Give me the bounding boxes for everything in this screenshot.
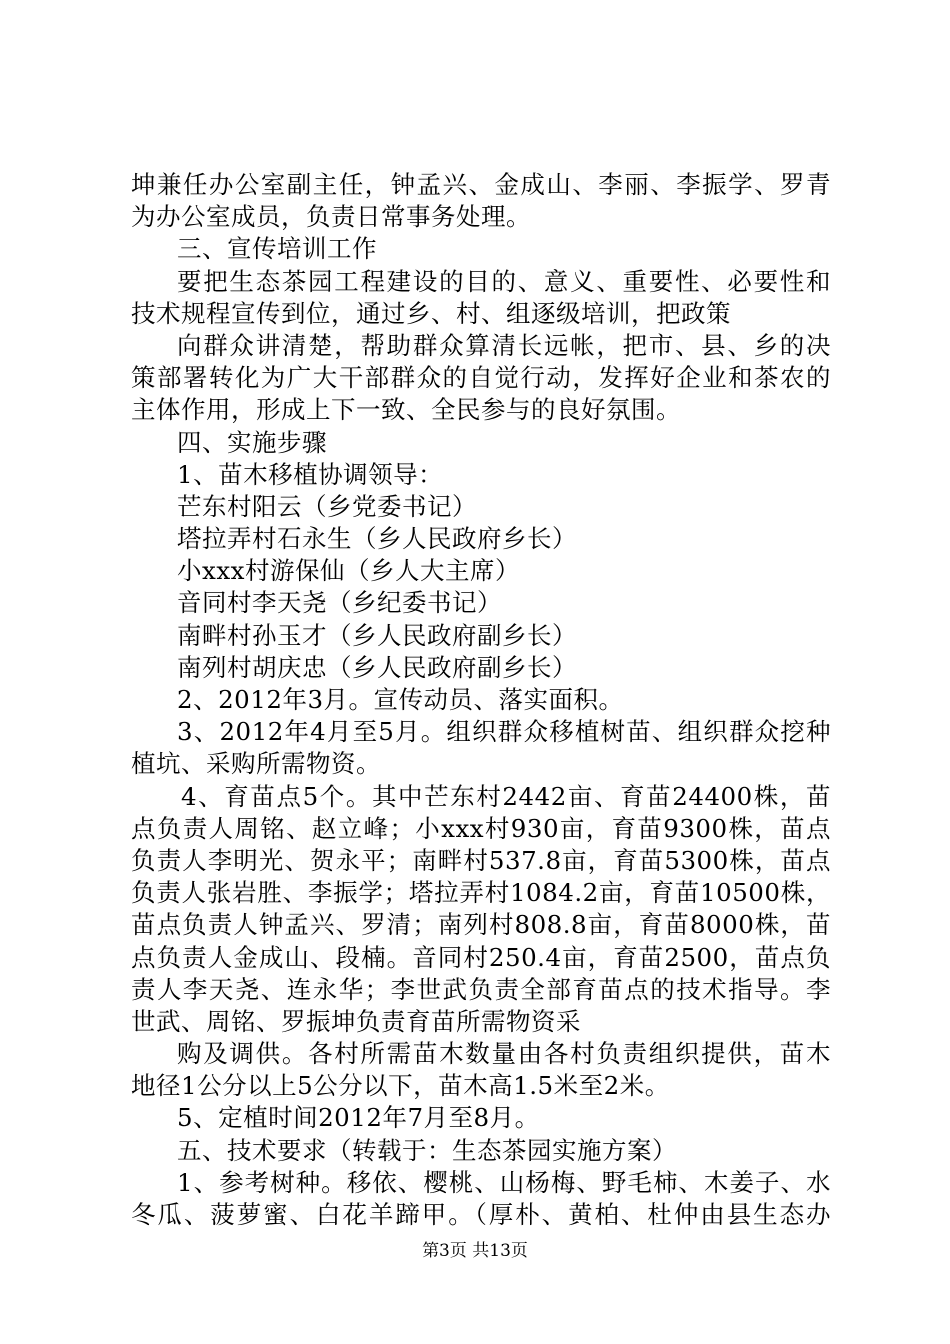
text-line: 3、2012年4月至5月。组织群众移植树苗、组织群众挖种 [177,717,831,747]
text-line: 购及调供。各村所需苗木数量由各村负责组织提供，苗木 [177,1039,831,1069]
text-line: 冬瓜、菠萝蜜、白花羊蹄甲。（厚朴、黄柏、杜仲由县生态办 [131,1200,831,1229]
text-line: 音同村李天尧（乡纪委书记） [177,588,502,618]
text-line: 为办公室成员，负责日常事务处理。 [131,202,531,232]
text-line: 世武、周铭、罗振坤负责育苗所需物资采 [131,1006,581,1036]
text-line: 坤兼任办公室副主任，钟孟兴、金成山、李丽、李振学、罗青 [131,170,831,199]
text-line: 技术规程宣传到位，通过乡、村、组逐级培训，把政策 [131,298,731,328]
text-line: 主体作用，形成上下一致、全民参与的良好氛围。 [131,395,681,425]
text-line: 4、育苗点5个。其中芒东村2442亩、育苗24400株，苗 [181,781,831,811]
text-line: 1、参考树种。移依、樱桃、山杨梅、野毛柿、木姜子、水 [177,1167,831,1197]
text-line: 5、定植时间2012年7月至8月。 [177,1103,540,1133]
text-line: 2、2012年3月。宣传动员、落实面积。 [177,685,624,714]
text-line: 点负责人周铭、赵立峰；小xxx村930亩，育苗9300株，苗点 [131,813,831,843]
text-line: 四、实施步骤 [177,427,327,457]
text-line: 负责人张岩胜、李振学；塔拉弄村1084.2亩，育苗10500株， [131,878,831,908]
text-line: 小xxx村游保仙（乡人大主席） [177,556,520,586]
text-line: 塔拉弄村石永生（乡人民政府乡长） [177,524,577,554]
text-line: 要把生态茶园工程建设的目的、意义、重要性、必要性和 [177,266,831,296]
text-line: 责人李天尧、连永华；李世武负责全部育苗点的技术指导。李 [131,974,831,1004]
text-line: 三、宣传培训工作 [177,234,377,264]
text-line: 苗点负责人钟孟兴、罗清；南列村808.8亩，育苗8000株，苗 [131,910,831,940]
text-line: 策部署转化为广大干部群众的自觉行动，发挥好企业和茶农的 [131,363,831,393]
text-line: 点负责人金成山、段楠。音同村250.4亩，育苗2500，苗点负 [131,942,831,972]
text-line: 南畔村孙玉才（乡人民政府副乡长） [177,620,577,650]
document-body [131,169,831,1231]
text-line: 芒东村阳云（乡党委书记） [177,491,477,521]
text-line: 1、苗木移植协调领导： [177,459,444,489]
text-line: 负责人李明光、贺永平；南畔村537.8亩，育苗5300株，苗点 [131,845,831,875]
text-line: 南列村胡庆忠（乡人民政府副乡长） [177,652,577,682]
text-line: 地径1公分以上5公分以下，苗木高1.5米至2米。 [131,1071,670,1101]
page-footer: 第3页 共13页 [422,1241,528,1261]
text-line: 五、技术要求（转载于：生态茶园实施方案） [177,1135,677,1165]
text-line: 植坑、采购所需物资。 [131,749,381,779]
text-line: 向群众讲清楚，帮助群众算清长远帐，把市、县、乡的决 [177,330,831,360]
